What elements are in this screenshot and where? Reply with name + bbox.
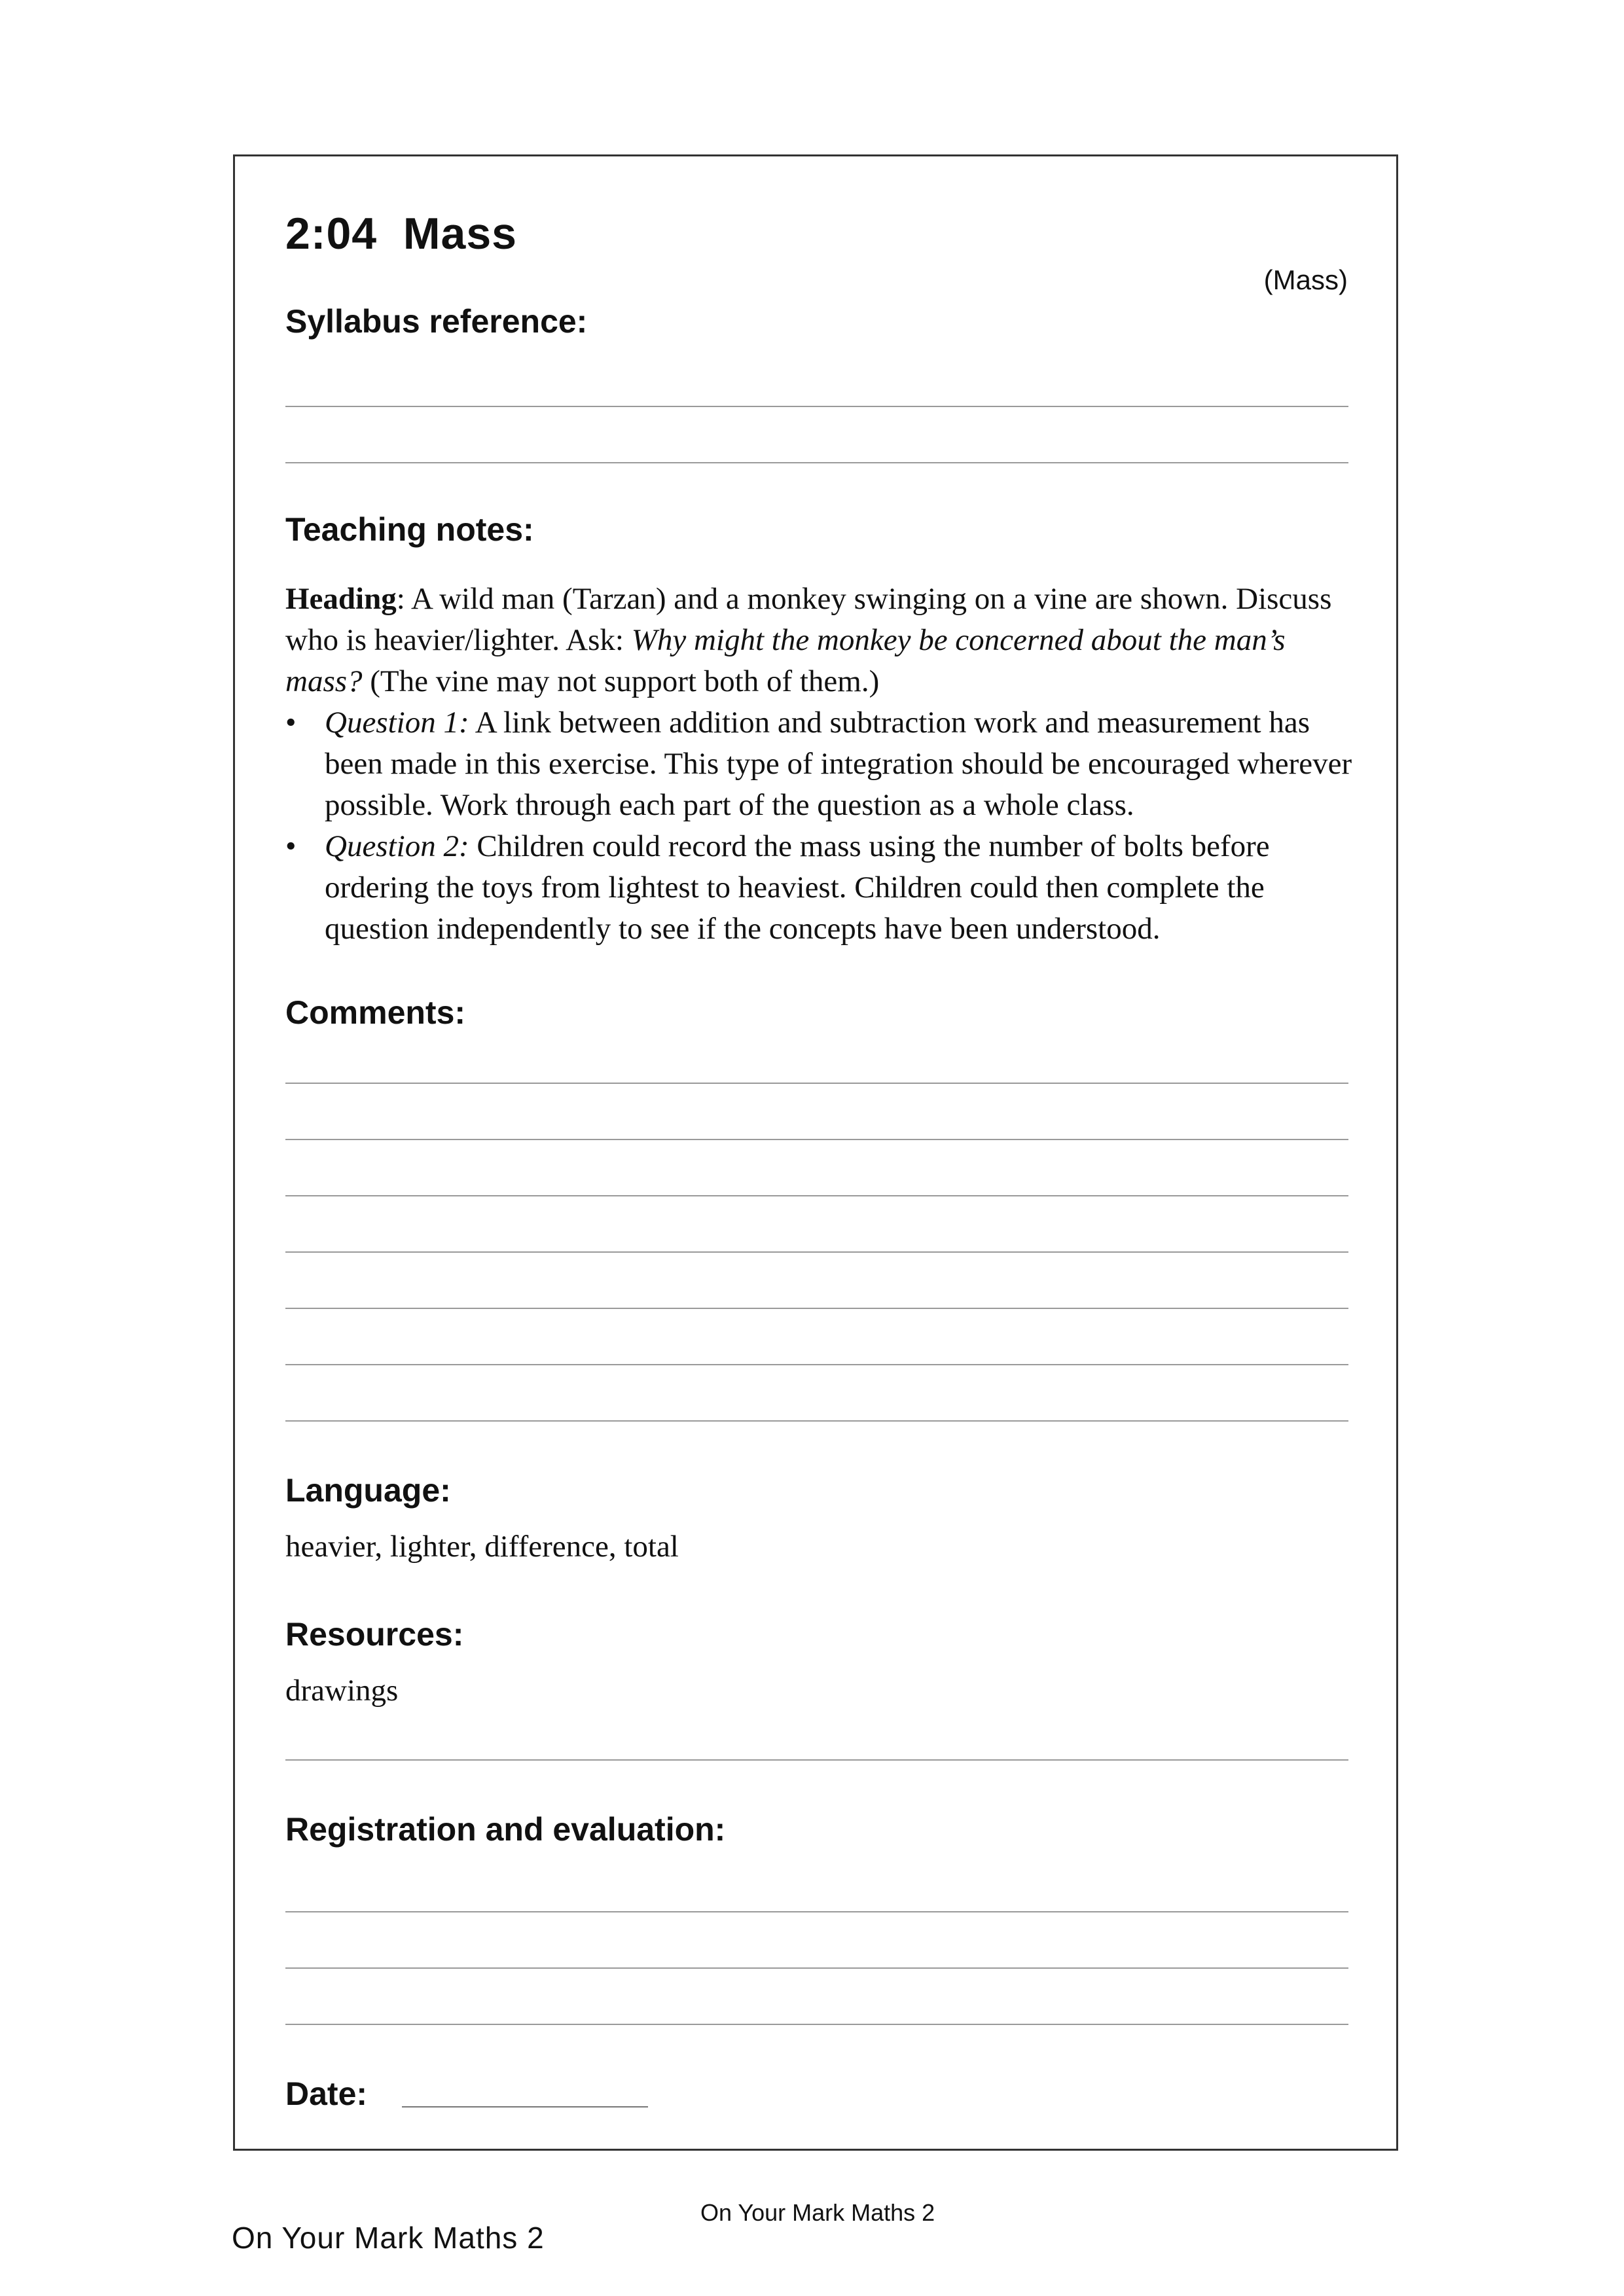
bullet-icon: • [285,706,297,740]
date-heading: Date: [285,2075,368,2112]
comments-line-7 [285,1420,1348,1422]
page-title: 2:04 Mass [285,209,517,259]
teaching-notes-list [285,702,1359,950]
strand-label: (Mass) [1263,264,1348,295]
syllabus-line-1 [285,406,1348,407]
question-label: Question 1: [325,706,469,740]
comments-line-1 [285,1083,1348,1084]
language-text: heavier, lighter, difference, total [285,1530,679,1564]
intro-question: Why might the monkey be concerned about the man’s mass? [285,623,1286,698]
question-label: Question 2: [325,829,469,863]
syllabus-line-2 [285,462,1348,463]
list-item [285,826,1359,950]
teaching-notes-body [285,579,1359,950]
page-frame [233,154,1398,2151]
intro-answer: (The vine may not support both of them.) [362,664,880,698]
teaching-notes-heading: Teaching notes: [285,511,534,548]
registration-line-3 [285,2024,1348,2025]
resources-heading: Resources: [285,1616,464,1653]
comments-line-4 [285,1251,1348,1253]
comments-line-3 [285,1195,1348,1196]
registration-line-2 [285,1967,1348,1969]
intro-label: Heading [285,582,397,616]
footer-center-text: On Your Mark Maths 2 [700,2199,935,2226]
resources-text: drawings [285,1674,399,1708]
language-heading: Language: [285,1472,451,1509]
syllabus-heading: Syllabus reference: [285,303,588,340]
teaching-notes-intro [285,579,1359,702]
question-text: Children could record the mass using the number of bolts before ordering the toys from lightest to heaviest. Children could then complete the question independently to see if the concepts have been understood. [325,829,1270,946]
resources-line [285,1759,1348,1761]
question-text: A link between addition and subtraction work and measurement has been made in this exercise. This type of integration should be encouraged wherever possible. Work through each part of the question as a whole class. [325,706,1352,822]
comments-line-6 [285,1364,1348,1365]
registration-heading: Registration and evaluation: [285,1811,726,1848]
registration-line-1 [285,1911,1348,1912]
comments-line-2 [285,1139,1348,1140]
comments-heading: Comments: [285,994,466,1031]
list-item [285,702,1359,826]
comments-line-5 [285,1308,1348,1309]
footer-left-text: On Your Mark Maths 2 [232,2221,545,2255]
date-line [402,2106,648,2108]
intro-text: : A wild man (Tarzan) and a monkey swinging on a vine are shown. Discuss who is heavier/lighter. Ask: [285,582,1332,657]
bullet-icon: • [285,829,297,863]
